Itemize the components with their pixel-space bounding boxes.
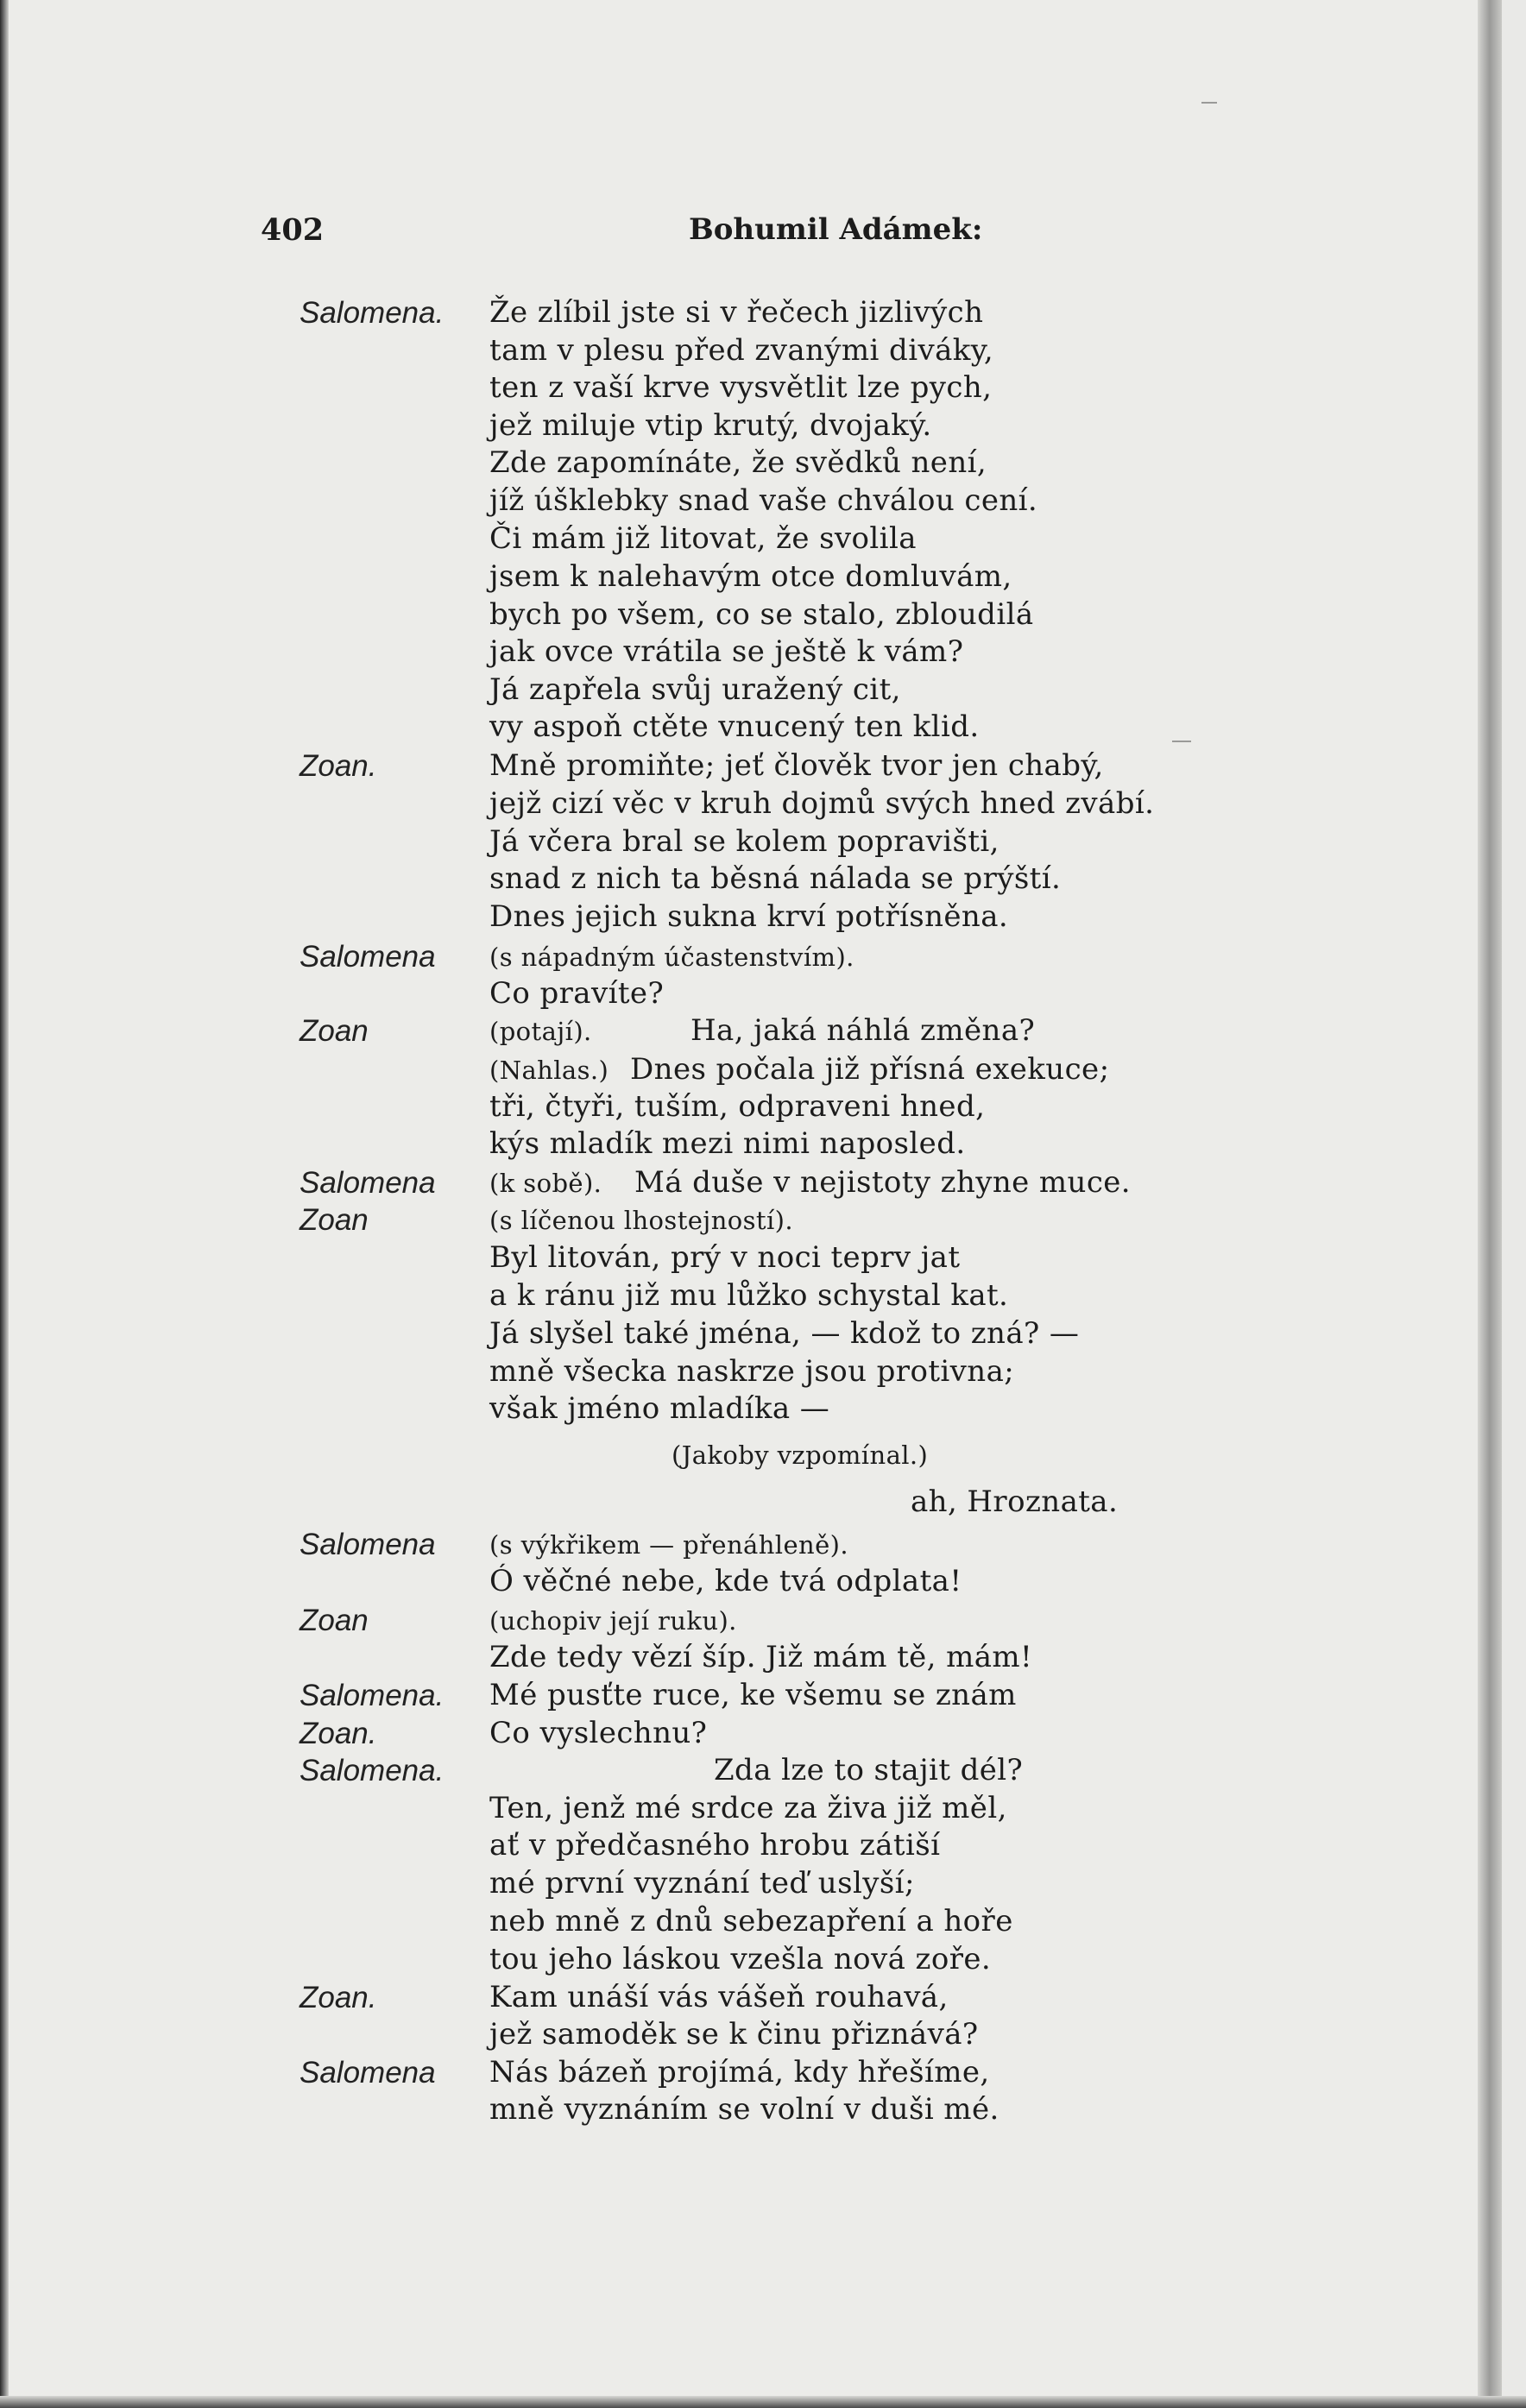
speaker-name: Zoan. — [300, 1981, 377, 2014]
verse-line: jak ovce vrátila se ještě k vám? — [489, 634, 964, 669]
verse-line: jež miluje vtip krutý, dvojaký. — [489, 408, 932, 443]
verse-line: ah, Hroznata. — [911, 1485, 1119, 1519]
verse-line: však jméno mladíka — — [489, 1391, 830, 1426]
verse-line: Nás bázeň projímá, kdy hřešíme, — [489, 2055, 990, 2090]
page-binding-shadow — [0, 0, 9, 2408]
stage-direction: (Nahlas.) — [489, 1056, 609, 1085]
stage-direction: (s výkřikem — přenáhleně). — [489, 1530, 849, 1560]
page-header — [0, 212, 1502, 255]
speaker-name: Salomena — [300, 1166, 436, 1200]
verse-line: mé první vyznání teď uslyší; — [489, 1866, 915, 1901]
verse-line: snad z nich ta běsná nálada se prýští. — [489, 861, 1062, 896]
verse-line: ten z vaší krve vysvětlit lze pych, — [489, 370, 993, 405]
verse-line: Zde zapomínáte, že svědků není, — [489, 445, 987, 480]
stage-direction: (s líčenou lhostejností). — [489, 1206, 793, 1235]
running-head: Bohumil Adámek: — [689, 212, 983, 247]
verse-line: Má duše v nejistoty zhyne muce. — [634, 1165, 1131, 1200]
verse-line: Kam unáší vás vášeň rouhavá, — [489, 1980, 949, 2014]
verse-line: neb mně z dnů sebezapření a hoře — [489, 1904, 1013, 1938]
verse-line: Dnes počala již přísná exekuce; — [630, 1052, 1110, 1087]
speaker-name: Salomena — [300, 1528, 436, 1561]
speaker-name: Salomena — [300, 940, 436, 974]
verse-line: tou jeho láskou vzešla nová zoře. — [489, 1942, 992, 1976]
speaker-name: Salomena. — [300, 1754, 445, 1787]
verse-line: a k ránu již mu lůžko schystal kat. — [489, 1278, 1009, 1313]
stage-direction: (uchopiv její ruku). — [489, 1606, 737, 1636]
verse-line: Mně promiňte; jeť člověk tvor jen chabý, — [489, 748, 1104, 783]
page-number: 402 — [261, 212, 325, 248]
verse-line: tam v plesu před zvanými diváky, — [489, 333, 994, 368]
verse-line: jsem k nalehavým otce domluvám, — [489, 559, 1012, 594]
stage-direction: (Jakoby vzpomínal.) — [672, 1440, 929, 1470]
verse-line: jíž úšklebky snad vaše chválou cení. — [489, 483, 1038, 518]
verse-line: Já slyšel také jména, — kdož to zná? — — [489, 1316, 1080, 1351]
verse-line: Mé pusťte ruce, ke všemu se znám — [489, 1678, 1017, 1712]
verse-line: Co pravíte? — [489, 976, 665, 1011]
speaker-name: Salomena. — [300, 296, 445, 330]
scan-speck — [1172, 741, 1191, 742]
verse-line: Že zlíbil jste si v řečech jizlivých — [489, 295, 984, 330]
speaker-name: Zoan. — [300, 749, 377, 783]
verse-line: jež samoděk se k činu přiznává? — [489, 2017, 979, 2052]
verse-line: ať v předčasného hrobu zátiší — [489, 1828, 941, 1863]
verse-line: Zde tedy vězí šíp. Již mám tě, mám! — [489, 1640, 1033, 1674]
verse-line: Já zapřela svůj uražený cit, — [489, 672, 901, 707]
stage-direction: (potají). — [489, 1017, 592, 1046]
verse-line: tři, čtyři, tuším, odpraveni hned, — [489, 1089, 986, 1124]
stage-direction: (k sobě). — [489, 1169, 602, 1198]
verse-line: Já včera bral se kolem popravišti, — [489, 824, 999, 859]
verse-line: Ha, jaká náhlá změna? — [690, 1013, 1036, 1048]
speaker-name: Zoan. — [300, 1717, 377, 1750]
verse-line: mně všecka naskrze jsou protivna; — [489, 1354, 1015, 1389]
verse-line: Či mám již litovat, že svolila — [489, 521, 917, 556]
verse-line: jejž cizí věc v kruh dojmů svých hned zvábí. — [489, 786, 1155, 821]
verse-line: Byl litován, prý v noci teprv jat — [489, 1240, 961, 1275]
verse-line: kýs mladík mezi nimi naposled. — [489, 1126, 966, 1161]
speaker-name: Salomena — [300, 2056, 436, 2090]
verse-line: vy aspoň ctěte vnucený ten klid. — [489, 709, 980, 744]
stage-direction: (s nápadným účastenstvím). — [489, 942, 854, 972]
speaker-name: Zoan — [300, 1604, 369, 1637]
speaker-name: Zoan — [300, 1014, 369, 1048]
verse-line: bych po všem, co se stalo, zbloudilá — [489, 597, 1034, 632]
verse-line: Zda lze to stajit dél? — [714, 1753, 1024, 1787]
speaker-name: Zoan — [300, 1203, 369, 1237]
verse-line: Co vyslechnu? — [489, 1716, 708, 1750]
verse-line: mně vyznáním se volní v duši mé. — [489, 2092, 999, 2127]
verse-line: Ó věčné nebe, kde tvá odplata! — [489, 1564, 962, 1598]
verse-line: Ten, jenž mé srdce za živa již měl, — [489, 1791, 1007, 1825]
verse-line: Dnes jejich sukna krví potřísněna. — [489, 899, 1009, 934]
page-edge-shadow — [1478, 0, 1502, 2408]
speaker-name: Salomena. — [300, 1679, 445, 1712]
page-bottom-shadow — [0, 2396, 1526, 2408]
scan-speck — [1201, 102, 1217, 104]
